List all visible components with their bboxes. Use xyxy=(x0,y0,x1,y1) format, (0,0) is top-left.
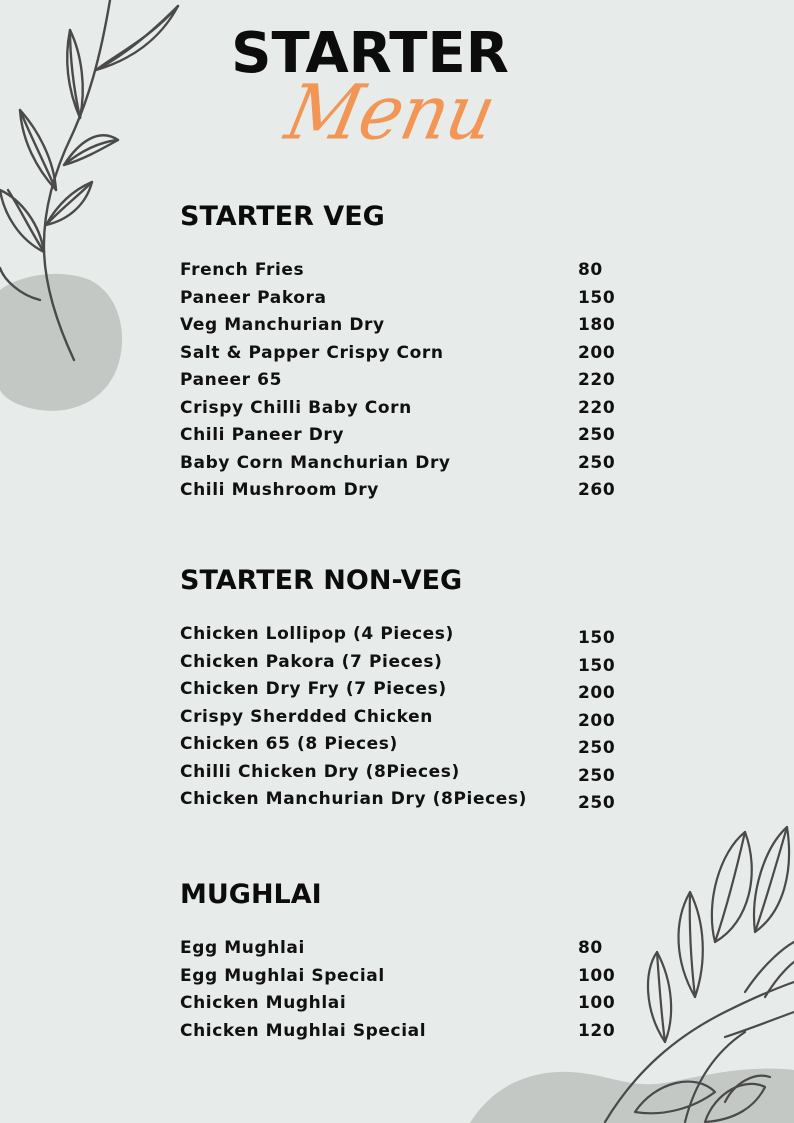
menu-item xyxy=(180,288,640,316)
item-price: 250 xyxy=(578,793,616,813)
item-price: 180 xyxy=(578,315,616,335)
menu-item xyxy=(180,762,640,790)
menu-item xyxy=(180,993,640,1021)
top-left-blob-decoration xyxy=(0,270,130,415)
item-name: Veg Manchurian Dry xyxy=(180,315,385,335)
section-title: STARTER NON-VEG xyxy=(180,565,463,596)
menu-item xyxy=(180,315,640,343)
item-price: 200 xyxy=(578,342,616,363)
item-name: Crispy Sherdded Chicken xyxy=(180,706,433,727)
bottom-right-blob-decoration xyxy=(470,1060,794,1123)
menu-item xyxy=(180,480,640,508)
item-name: Baby Corn Manchurian Dry xyxy=(180,452,451,473)
menu-item xyxy=(180,260,640,288)
page-subtitle: Menu xyxy=(278,67,503,157)
item-price: 150 xyxy=(578,287,616,308)
item-price: 250 xyxy=(578,425,616,445)
item-name: Chicken 65 (8 Pieces) xyxy=(180,734,398,754)
item-name: Chicken Mughlai xyxy=(180,993,347,1013)
section-starter-veg xyxy=(180,203,640,508)
menu-item xyxy=(180,425,640,453)
item-price: 100 xyxy=(578,993,616,1013)
section-mughlai xyxy=(180,881,640,1048)
item-price: 150 xyxy=(578,628,616,648)
item-name: Paneer Pakora xyxy=(180,287,327,308)
menu-item xyxy=(180,624,640,652)
item-name: Salt & Papper Crispy Corn xyxy=(180,342,444,363)
item-name: Egg Mughlai Special xyxy=(180,965,385,986)
item-price: 150 xyxy=(578,655,616,676)
item-price: 80 xyxy=(578,938,603,958)
item-price: 120 xyxy=(578,1020,616,1041)
item-name: Chili Paneer Dry xyxy=(180,425,345,445)
item-price: 260 xyxy=(578,480,616,500)
item-price: 80 xyxy=(578,260,603,280)
section-title: MUGHLAI xyxy=(180,879,322,910)
item-name: Paneer 65 xyxy=(180,370,282,390)
item-name: Egg Mughlai xyxy=(180,938,305,958)
item-price: 100 xyxy=(578,965,616,986)
item-price: 250 xyxy=(578,738,616,758)
page-title: STARTER xyxy=(231,21,509,86)
item-price: 220 xyxy=(578,370,616,390)
menu-list xyxy=(180,260,640,508)
menu-item xyxy=(180,1021,640,1049)
menu-item xyxy=(180,453,640,481)
item-name: Chicken Mughlai Special xyxy=(180,1020,427,1041)
menu-list xyxy=(180,938,640,1048)
menu-item xyxy=(180,398,640,426)
section-title: STARTER VEG xyxy=(180,201,385,232)
item-name: Chicken Manchurian Dry (8Pieces) xyxy=(180,789,527,809)
item-name: Chili Mushroom Dry xyxy=(180,480,379,500)
item-price: 200 xyxy=(578,683,616,703)
item-name: Chicken Lollipop (4 Pieces) xyxy=(180,624,454,644)
menu-item xyxy=(180,707,640,735)
item-price: 250 xyxy=(578,765,616,786)
menu-item xyxy=(180,789,640,817)
item-name: French Fries xyxy=(180,260,305,280)
menu-item xyxy=(180,966,640,994)
menu-item xyxy=(180,938,640,966)
menu-item xyxy=(180,370,640,398)
item-name: Crispy Chilli Baby Corn xyxy=(180,397,412,418)
item-name: Chicken Pakora (7 Pieces) xyxy=(180,651,443,672)
menu-item xyxy=(180,652,640,680)
item-name: Chilli Chicken Dry (8Pieces) xyxy=(180,761,460,782)
item-price: 220 xyxy=(578,397,616,418)
section-starter-non-veg xyxy=(180,567,640,817)
menu-list xyxy=(180,624,640,817)
item-price: 250 xyxy=(578,452,616,473)
item-name: Chicken Dry Fry (7 Pieces) xyxy=(180,679,447,699)
menu-item xyxy=(180,679,640,707)
item-price: 200 xyxy=(578,710,616,731)
menu-item xyxy=(180,343,640,371)
menu-item xyxy=(180,734,640,762)
